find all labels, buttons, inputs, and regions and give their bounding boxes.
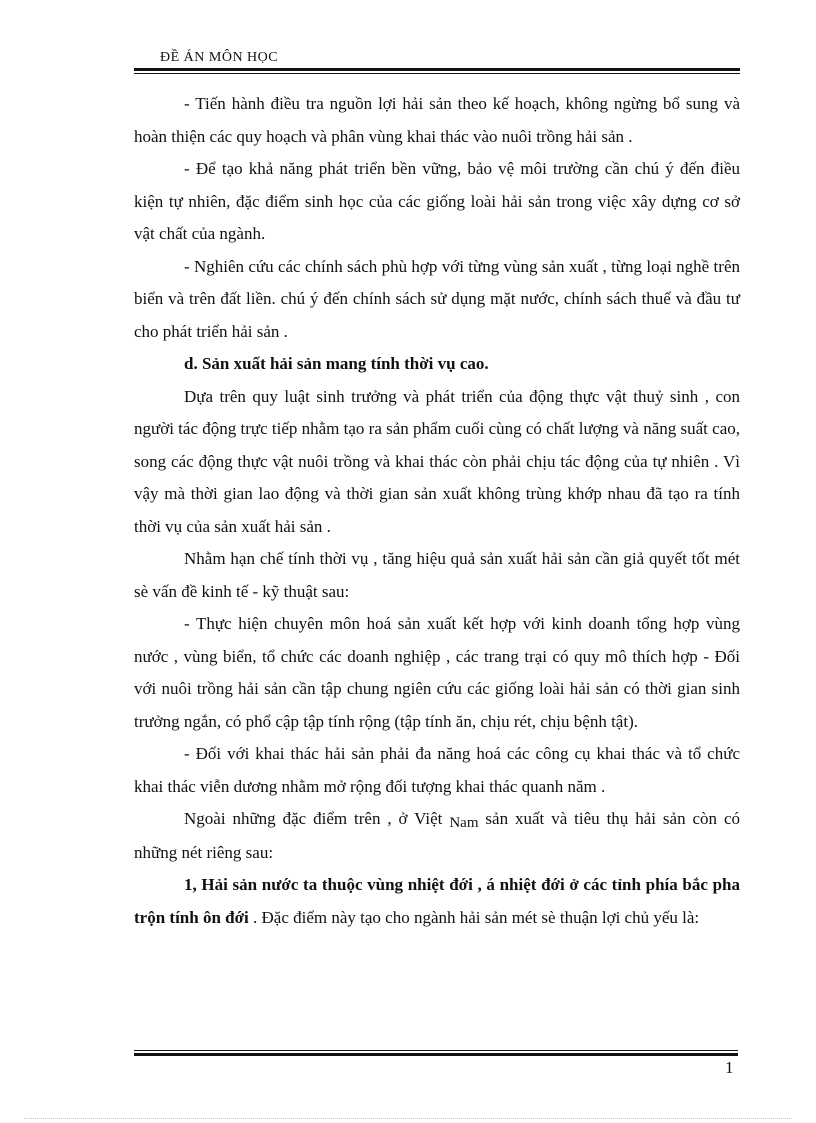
footer-rule-thick (134, 1053, 738, 1056)
paragraph-tropical (134, 869, 740, 934)
para10-bold: 1, Hải sản nước ta thuộc vùng nhiệt đới , á nhiệt đới ở các tỉnh phía bắc pha trộn tính ôn đới (134, 875, 740, 927)
para9-after: sản xuất và tiêu thụ hải sản còn có những nét riêng sau: (134, 809, 740, 862)
paragraph-vietnam-features (134, 803, 740, 869)
document-body (134, 88, 740, 934)
paragraph-specialization: - Thực hiện chuyên môn hoá sản xuất kết hợp với kinh doanh tổng hợp vùng nước , vùng biển, tổ chức các doanh nghiệp , các trang trại có quy mô thích hợp - Đối với nuôi trồng hải sản cần tập chung ngiên cứu các giống loài hải sản có thời gian sinh trưởng ngắn, có phổ cập tập tính rộng (tập tính ăn, chịu rét, chịu bệnh tật). (134, 614, 740, 731)
section-heading-seasonal (134, 348, 740, 381)
page-edge-dotted-line (24, 1118, 792, 1119)
para9-nam: Nam (449, 815, 479, 831)
paragraph-growth-rules: Dựa trên quy luật sinh trưởng và phát triển của động thực vật thuỷ sinh , con người tác động trực tiếp nhằm tạo ra sản phẩm cuối cùng có chất lượng và năng suất cao, song các động thực vật nuôi trồng và khai thác còn phải chịu tác động của tự nhiên . Vì vậy mà thời gian lao động và thời gian sản xuất không trùng khớp nhau đã tạo ra tính thời vụ của sản xuất hải sản . (134, 386, 740, 536)
page-number: 1 (725, 1058, 734, 1077)
header-rule-thick (134, 68, 740, 71)
para9-before: Ngoài những đặc điểm trên , ở Việt (184, 809, 450, 828)
paragraph-survey: - Tiến hành điều tra nguồn lợi hải sản theo kế hoạch, không ngừng bổ sung và hoàn thiện các quy hoạch và phân vùng khai thác vào nuôi trồng hải sản . (134, 94, 740, 146)
header-rule-thin (134, 73, 740, 74)
para10-rest: . Đặc điểm này tạo cho ngành hải sản mét sè thuận lợi chủ yếu là: (248, 907, 700, 927)
paragraph-sustainable: - Để tạo khả năng phát triển bền vững, bảo vệ môi trường cần chú ý đến điều kiện tự nhiên, đặc điểm sinh học của các giống loài hải sản trong việc xây dựng cơ sở vật chất của ngành. (134, 159, 740, 243)
document-header-title: ĐỀ ÁN MÔN HỌC (160, 50, 279, 65)
paragraph-offshore: - Đối với khai thác hải sản phải đa năng hoá các công cụ khai thác và tổ chức khai thác viễn dương nhằm mở rộng đối tượng khai thác quanh năm . (134, 744, 740, 796)
paragraph-limit-seasonality: Nhằm hạn chế tính thời vụ , tăng hiệu quả sản xuất hải sản cần giả quyết tốt mét sè vấn đề kinh tế - kỹ thuật sau: (134, 549, 740, 601)
paragraph-policy: - Nghiên cứu các chính sách phù hợp với từng vùng sản xuất , từng loại nghề trên biển và trên đất liền. chú ý đến chính sách sử dụng mặt nước, chính sách thuế và đầu tư cho phát triển hải sản . (134, 256, 740, 341)
section-heading-text: d. Sản xuất hải sản mang tính thời vụ cao. (184, 354, 489, 373)
footer-rule-thin (134, 1050, 738, 1051)
